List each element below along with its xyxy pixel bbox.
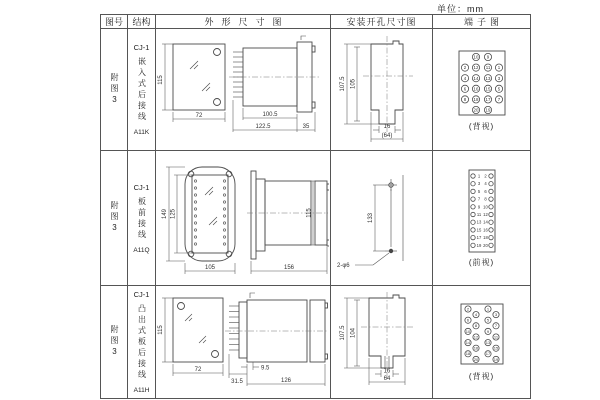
outline-drawing-a11h: [157, 290, 329, 394]
terminal-number: 18: [465, 351, 470, 357]
terminal-number: 15: [493, 345, 498, 351]
terminal-number: 2: [483, 173, 487, 179]
terminal-number: 18: [473, 96, 478, 102]
terminal-number: 5: [497, 85, 500, 91]
terminal-number: 9: [486, 54, 489, 60]
terminal-number: 3: [477, 181, 480, 187]
header-structure: 结构: [128, 15, 156, 29]
terminal-pin: [488, 243, 492, 247]
terminal-number: 16: [482, 227, 488, 233]
terminal-number: 1: [486, 306, 489, 312]
header-terminal: 端子图: [433, 15, 531, 29]
terminal-number: 19: [493, 356, 498, 362]
dimension-label: 16: [383, 123, 390, 130]
dimension-label: 72: [195, 112, 203, 119]
dimension-table: [100, 14, 531, 399]
terminal-pin: [470, 197, 474, 201]
terminal-number: 1: [497, 64, 500, 70]
dimension-label: 126: [280, 378, 292, 384]
figure-number: 附图3: [110, 72, 119, 107]
terminal-pin: [470, 182, 474, 186]
unit-label: 单位：mm: [437, 4, 484, 14]
terminal-diagram-rear-a11k: [454, 48, 510, 118]
terminal-number: 19: [485, 107, 490, 113]
terminal-number: 8: [463, 96, 466, 102]
outline-cell-row1: [156, 29, 331, 151]
terminal-pin: [488, 220, 492, 224]
terminal-pin: [488, 228, 492, 232]
mounting-hole-drawing-a11h: [333, 290, 431, 394]
terminal-number: 16: [473, 345, 478, 351]
dimension-label: 16: [383, 368, 390, 375]
terminal-number: 6: [463, 85, 466, 91]
terminal-pin: [488, 174, 492, 178]
terminal-number: 17: [485, 351, 490, 357]
terminal-number: 8: [474, 323, 477, 329]
structure-desc: 板前接线: [137, 196, 147, 241]
dimension-label: 31.5: [231, 379, 243, 385]
dimension-label: 115: [158, 325, 164, 335]
terminal-cell-row1: [433, 29, 531, 151]
terminal-number: 6: [483, 188, 487, 194]
header-outline: 外形尺寸图: [156, 15, 331, 29]
terminal-number: 15: [485, 85, 490, 91]
terminal-number: 13: [476, 219, 481, 225]
terminal-diagram-rear-a11h: [457, 302, 507, 368]
dimension-label: 149: [162, 208, 168, 220]
dimension-label: 105: [204, 265, 216, 271]
dimension-label: 125: [170, 208, 177, 220]
terminal-cell-row2: [433, 151, 531, 286]
header-figure: 图号: [101, 15, 128, 29]
terminal-number: 14: [473, 75, 478, 81]
dimension-label: 122.5: [255, 123, 271, 130]
terminal-number: 14: [465, 340, 470, 346]
dimension-label: 115: [158, 74, 164, 85]
terminal-diagram-front-a11q: [466, 168, 498, 254]
terminal-number: 10: [473, 54, 478, 60]
side-view: [225, 293, 328, 386]
structure-cell-row1: [128, 29, 156, 151]
figure-cell-row2: [101, 151, 128, 286]
terminal-pin: [488, 197, 492, 201]
mounting-cell-row1: [331, 29, 433, 151]
terminal-number: 5: [477, 188, 480, 194]
terminal-number: 2: [463, 64, 466, 70]
structure-model: CJ-1: [133, 43, 150, 52]
terminal-pin: [470, 243, 474, 247]
dimension-label: 100.5: [262, 111, 278, 118]
dimension-label: (64): [381, 132, 392, 139]
mounting-hole-drawing-a11q: [333, 155, 431, 281]
terminal-number: 6: [466, 317, 469, 323]
terminal-number: 8: [483, 196, 487, 202]
terminal-number: 16: [473, 85, 478, 91]
terminal-number: 18: [482, 235, 488, 241]
structure-model: CJ-1: [133, 290, 150, 299]
structure-cell-row2: [128, 151, 156, 286]
dimension-label: 72: [194, 367, 202, 373]
terminal-pin: [470, 189, 474, 193]
structure-desc: 嵌入式后接线: [137, 57, 147, 123]
figure-cell-row3: [101, 286, 128, 399]
hole-spec-label: 2-φ6: [336, 263, 350, 269]
dimension-label: 9.5: [261, 365, 270, 372]
terminal-number: 9: [486, 328, 489, 334]
terminal-number: 7: [477, 196, 480, 202]
structure-code: A11H: [133, 387, 150, 394]
side-view: [229, 36, 320, 132]
header-mounting: 安装开孔尺寸图: [331, 15, 433, 29]
terminal-number: 4: [474, 312, 477, 318]
dimension-label: 64: [383, 376, 390, 382]
structure-code: A11K: [133, 129, 150, 136]
terminal-pin: [470, 235, 474, 239]
terminal-view-label: (背视): [468, 121, 495, 131]
terminal-number: 14: [482, 219, 488, 225]
outline-cell-row2: [156, 151, 331, 286]
figure-cell-row1: [101, 29, 128, 151]
terminal-number: 10: [465, 328, 470, 334]
terminal-pin: [470, 220, 474, 224]
terminal-number: 12: [473, 64, 478, 70]
terminal-pin: [470, 212, 474, 216]
terminal-number: 13: [485, 75, 490, 81]
terminal-pin: [488, 212, 492, 216]
structure-cell-row3: [128, 286, 156, 399]
terminal-number: 12: [482, 212, 488, 218]
terminal-pin: [470, 205, 474, 209]
front-view: [158, 298, 223, 376]
terminal-number: 1: [477, 173, 480, 179]
dimension-label: 107.5: [339, 75, 346, 92]
terminal-number: 4: [463, 75, 466, 81]
terminal-number: 20: [482, 242, 488, 248]
dimension-label: 133: [367, 212, 374, 224]
terminal-number: 3: [494, 312, 497, 318]
outline-drawing-a11k: [157, 34, 329, 146]
terminal-number: 11: [493, 334, 498, 340]
side-view: [247, 171, 329, 274]
dimension-label: 156: [283, 265, 295, 271]
terminal-number: 4: [483, 181, 487, 187]
dimension-label: 104: [350, 327, 356, 339]
structure-desc: 凸出式板后接线: [137, 304, 147, 381]
outline-cell-row3: [156, 286, 331, 399]
terminal-view-label: (背视): [468, 372, 495, 381]
terminal-number: 17: [476, 235, 481, 241]
dimension-label: 115: [306, 208, 313, 218]
figure-number: 附图3: [110, 201, 119, 235]
terminal-number: 13: [485, 340, 490, 346]
front-view: [158, 44, 225, 122]
dimension-label: 105: [350, 78, 356, 89]
dimension-label: 107.5: [339, 325, 346, 341]
outline-drawing-a11q: [157, 155, 329, 281]
dimension-label: 35: [302, 123, 310, 130]
terminal-number: 19: [476, 242, 481, 248]
structure-code: A11Q: [133, 246, 150, 254]
structure-model: CJ-1: [133, 182, 150, 192]
figure-number: 附图3: [110, 325, 119, 359]
terminal-pin: [488, 205, 492, 209]
terminal-pin: [488, 182, 492, 186]
terminal-pin: [488, 235, 492, 239]
terminal-number: 20: [473, 107, 478, 113]
front-view: [162, 167, 235, 274]
terminal-number: 2: [466, 306, 469, 312]
mounting-cell-row2: [331, 151, 433, 286]
terminal-number: 7: [494, 323, 497, 329]
terminal-number: 7: [497, 96, 500, 102]
terminal-number: 17: [485, 96, 490, 102]
terminal-number: 9: [477, 204, 480, 210]
mounting-hole-drawing-a11k: [333, 34, 431, 146]
terminal-number: 12: [473, 334, 478, 340]
terminal-number: 3: [497, 75, 500, 81]
terminal-number: 15: [476, 227, 481, 233]
terminal-pin: [470, 174, 474, 178]
terminal-pin: [488, 189, 492, 193]
terminal-number: 10: [482, 204, 488, 210]
terminal-number: 11: [476, 212, 481, 218]
terminal-pin: [470, 228, 474, 232]
mounting-cell-row3: [331, 286, 433, 399]
terminal-number: 5: [486, 317, 489, 323]
terminal-number: 20: [473, 356, 478, 362]
terminal-view-label: (前视): [468, 258, 495, 267]
terminal-number: 11: [485, 64, 490, 70]
terminal-cell-row3: [433, 286, 531, 399]
